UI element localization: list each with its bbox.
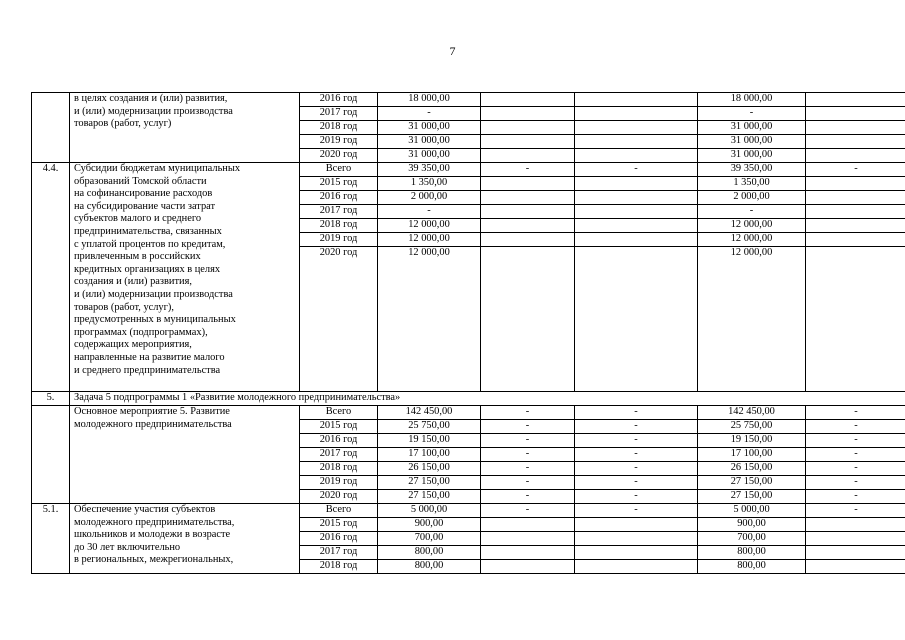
value-cell [575, 219, 698, 233]
value-cell: 17 100,00 [698, 448, 806, 462]
value-cell: - [806, 462, 905, 476]
total-cell: 19 150,00 [378, 434, 481, 448]
page-number: 7 [449, 44, 456, 58]
description-line: в целях создания и (или) развития, [74, 93, 228, 104]
item-number-cell: 4.4. [32, 163, 70, 392]
value-cell [481, 205, 575, 219]
total-cell: 39 350,00 [378, 163, 481, 177]
value-cell: 31 000,00 [698, 121, 806, 135]
value-cell [481, 219, 575, 233]
table-row [32, 163, 905, 177]
value-cell: 800,00 [698, 546, 806, 560]
description-line: направленные на развитие малого [74, 351, 225, 363]
value-cell: - [481, 504, 575, 518]
value-cell [481, 121, 575, 135]
description-line: товаров (работ, услуг), [74, 301, 174, 313]
description-line: и (или) модернизации производства [74, 105, 233, 117]
total-cell: 142 450,00 [378, 406, 481, 420]
value-cell: - [806, 163, 905, 177]
value-cell: - [575, 490, 698, 504]
total-cell: 18 000,00 [378, 93, 481, 107]
year-cell: 2018 год [300, 462, 378, 476]
value-cell: 27 150,00 [698, 476, 806, 490]
value-cell [575, 149, 698, 163]
total-cell: 25 750,00 [378, 420, 481, 434]
value-cell: - [481, 448, 575, 462]
total-cell: 800,00 [378, 546, 481, 560]
year-cell: 2020 год [300, 149, 378, 163]
value-cell: - [481, 163, 575, 177]
description-line: в региональных, межрегиональных, [74, 554, 234, 566]
value-cell [575, 518, 698, 532]
value-cell [575, 93, 698, 107]
value-cell: 2 000,00 [698, 191, 806, 205]
value-cell: - [481, 462, 575, 476]
value-cell [481, 560, 575, 574]
table-row [32, 406, 905, 420]
value-cell [575, 135, 698, 149]
value-cell: - [575, 420, 698, 434]
value-cell [481, 191, 575, 205]
value-cell [806, 233, 905, 247]
value-cell: 700,00 [698, 532, 806, 546]
year-cell: 2015 год [300, 177, 378, 191]
value-cell: 900,00 [698, 518, 806, 532]
value-cell [575, 560, 698, 574]
description-line: на софинансирование расходов [74, 188, 213, 200]
value-cell: - [806, 490, 905, 504]
value-cell: - [806, 406, 905, 420]
description-line: и (или) модернизации производства [74, 288, 233, 300]
value-cell [481, 233, 575, 247]
value-cell [575, 121, 698, 135]
value-cell: - [698, 205, 806, 219]
year-cell: Всего [300, 163, 378, 177]
value-cell: - [806, 448, 905, 462]
description-line: до 30 лет включительно [74, 541, 181, 553]
value-cell [806, 135, 905, 149]
year-cell: Всего [300, 504, 378, 518]
total-cell: 31 000,00 [378, 121, 481, 135]
value-cell [575, 177, 698, 191]
value-cell: - [806, 420, 905, 434]
table-row [32, 504, 905, 518]
value-cell: - [575, 448, 698, 462]
value-cell: - [575, 434, 698, 448]
description-line: программах (подпрограммах), [74, 326, 208, 338]
value-cell: - [806, 476, 905, 490]
value-cell [575, 233, 698, 247]
total-cell: 5 000,00 [378, 504, 481, 518]
budget-table [31, 92, 905, 574]
value-cell: - [481, 434, 575, 448]
year-cell: 2016 год [300, 191, 378, 205]
description-line: и среднего предпринимательства [74, 364, 221, 376]
value-cell [575, 191, 698, 205]
value-cell [481, 532, 575, 546]
value-cell: 18 000,00 [698, 93, 806, 107]
value-cell: - [575, 476, 698, 490]
total-cell: 27 150,00 [378, 490, 481, 504]
value-cell [806, 177, 905, 191]
value-cell [575, 532, 698, 546]
year-cell: Всего [300, 406, 378, 420]
value-cell [481, 93, 575, 107]
total-cell: - [378, 205, 481, 219]
total-cell: 27 150,00 [378, 476, 481, 490]
value-cell: 12 000,00 [698, 247, 806, 392]
year-cell: 2018 год [300, 121, 378, 135]
value-cell: 39 350,00 [698, 163, 806, 177]
year-cell: 2018 год [300, 560, 378, 574]
year-cell: 2016 год [300, 93, 378, 107]
year-cell: 2016 год [300, 434, 378, 448]
year-cell: 2015 год [300, 420, 378, 434]
total-cell: 26 150,00 [378, 462, 481, 476]
value-cell [806, 93, 905, 107]
year-cell: 2019 год [300, 233, 378, 247]
value-cell: - [575, 462, 698, 476]
total-cell: 17 100,00 [378, 448, 481, 462]
description-line: Обеспечение участия субъектов [74, 504, 216, 515]
value-cell [806, 107, 905, 121]
total-cell: 12 000,00 [378, 233, 481, 247]
value-cell [806, 121, 905, 135]
value-cell: - [575, 163, 698, 177]
item-description [70, 406, 300, 504]
total-cell: 700,00 [378, 532, 481, 546]
value-cell: - [481, 406, 575, 420]
value-cell: 5 000,00 [698, 504, 806, 518]
task-heading: Задача 5 подпрограммы 1 «Развитие молодежного предпринимательства» [70, 392, 905, 406]
total-cell: 1 350,00 [378, 177, 481, 191]
description-line: привлеченным в российских [74, 251, 201, 263]
year-cell: 2017 год [300, 205, 378, 219]
year-cell: 2019 год [300, 476, 378, 490]
value-cell: 142 450,00 [698, 406, 806, 420]
description-line: субъектов малого и среднего [74, 213, 202, 225]
total-cell: 800,00 [378, 560, 481, 574]
value-cell [806, 560, 905, 574]
value-cell: 12 000,00 [698, 233, 806, 247]
year-cell: 2015 год [300, 518, 378, 532]
value-cell: 31 000,00 [698, 135, 806, 149]
value-cell: 12 000,00 [698, 219, 806, 233]
value-cell: 31 000,00 [698, 149, 806, 163]
value-cell: 800,00 [698, 560, 806, 574]
year-cell: 2016 год [300, 532, 378, 546]
description-line: предпринимательства, связанных [74, 225, 222, 237]
value-cell: 25 750,00 [698, 420, 806, 434]
value-cell [481, 107, 575, 121]
value-cell [806, 518, 905, 532]
value-cell: - [806, 504, 905, 518]
value-cell [575, 247, 698, 392]
value-cell [806, 532, 905, 546]
value-cell [575, 107, 698, 121]
value-cell: 27 150,00 [698, 490, 806, 504]
value-cell [575, 205, 698, 219]
value-cell [481, 546, 575, 560]
value-cell: - [481, 490, 575, 504]
description-line: предусмотренных в муниципальных [74, 314, 236, 326]
value-cell [806, 191, 905, 205]
value-cell: - [806, 434, 905, 448]
year-cell: 2017 год [300, 107, 378, 121]
item-description [70, 93, 300, 163]
total-cell: 31 000,00 [378, 149, 481, 163]
total-cell: 2 000,00 [378, 191, 481, 205]
year-cell: 2020 год [300, 490, 378, 504]
item-description [70, 163, 300, 392]
value-cell [806, 219, 905, 233]
value-cell [481, 518, 575, 532]
description-line: молодежного предпринимательства, [74, 516, 235, 528]
total-cell: 12 000,00 [378, 219, 481, 233]
year-cell: 2020 год [300, 247, 378, 392]
item-number-cell [32, 406, 70, 504]
value-cell: - [575, 504, 698, 518]
year-cell: 2018 год [300, 219, 378, 233]
value-cell [481, 135, 575, 149]
item-description [70, 504, 300, 574]
value-cell [806, 149, 905, 163]
description-line: Субсидии бюджетам муниципальных [74, 163, 241, 174]
total-cell: 12 000,00 [378, 247, 481, 392]
description-line: образований Томской области [74, 175, 207, 187]
item-number-cell: 5. [32, 392, 70, 406]
value-cell [481, 247, 575, 392]
value-cell: - [575, 406, 698, 420]
description-line: на субсидирование части затрат [74, 200, 216, 212]
value-cell: 19 150,00 [698, 434, 806, 448]
item-number-cell: 5.1. [32, 504, 70, 574]
value-cell [806, 205, 905, 219]
description-line: кредитных организациях в целях [74, 263, 221, 275]
value-cell: - [698, 107, 806, 121]
total-cell: 31 000,00 [378, 135, 481, 149]
value-cell: - [481, 420, 575, 434]
description-line: с уплатой процентов по кредитам, [74, 238, 226, 250]
table-row [32, 392, 905, 406]
year-cell: 2017 год [300, 546, 378, 560]
value-cell: - [481, 476, 575, 490]
value-cell: 26 150,00 [698, 462, 806, 476]
description-line: молодежного предпринимательства [74, 418, 232, 430]
year-cell: 2017 год [300, 448, 378, 462]
total-cell: 900,00 [378, 518, 481, 532]
item-number-cell [32, 93, 70, 163]
year-cell: 2019 год [300, 135, 378, 149]
value-cell [481, 177, 575, 191]
description-line: школьников и молодежи в возрасте [74, 529, 231, 541]
description-line: создания и (или) развития, [74, 276, 192, 288]
value-cell [806, 546, 905, 560]
description-line: Основное мероприятие 5. Развитие [74, 406, 230, 417]
description-line: товаров (работ, услуг) [74, 118, 172, 130]
description-line: содержащих мероприятия, [74, 339, 192, 351]
total-cell: - [378, 107, 481, 121]
table-row [32, 93, 905, 107]
value-cell [481, 149, 575, 163]
value-cell [806, 247, 905, 392]
table-body [32, 93, 905, 574]
value-cell: 1 350,00 [698, 177, 806, 191]
value-cell [575, 546, 698, 560]
